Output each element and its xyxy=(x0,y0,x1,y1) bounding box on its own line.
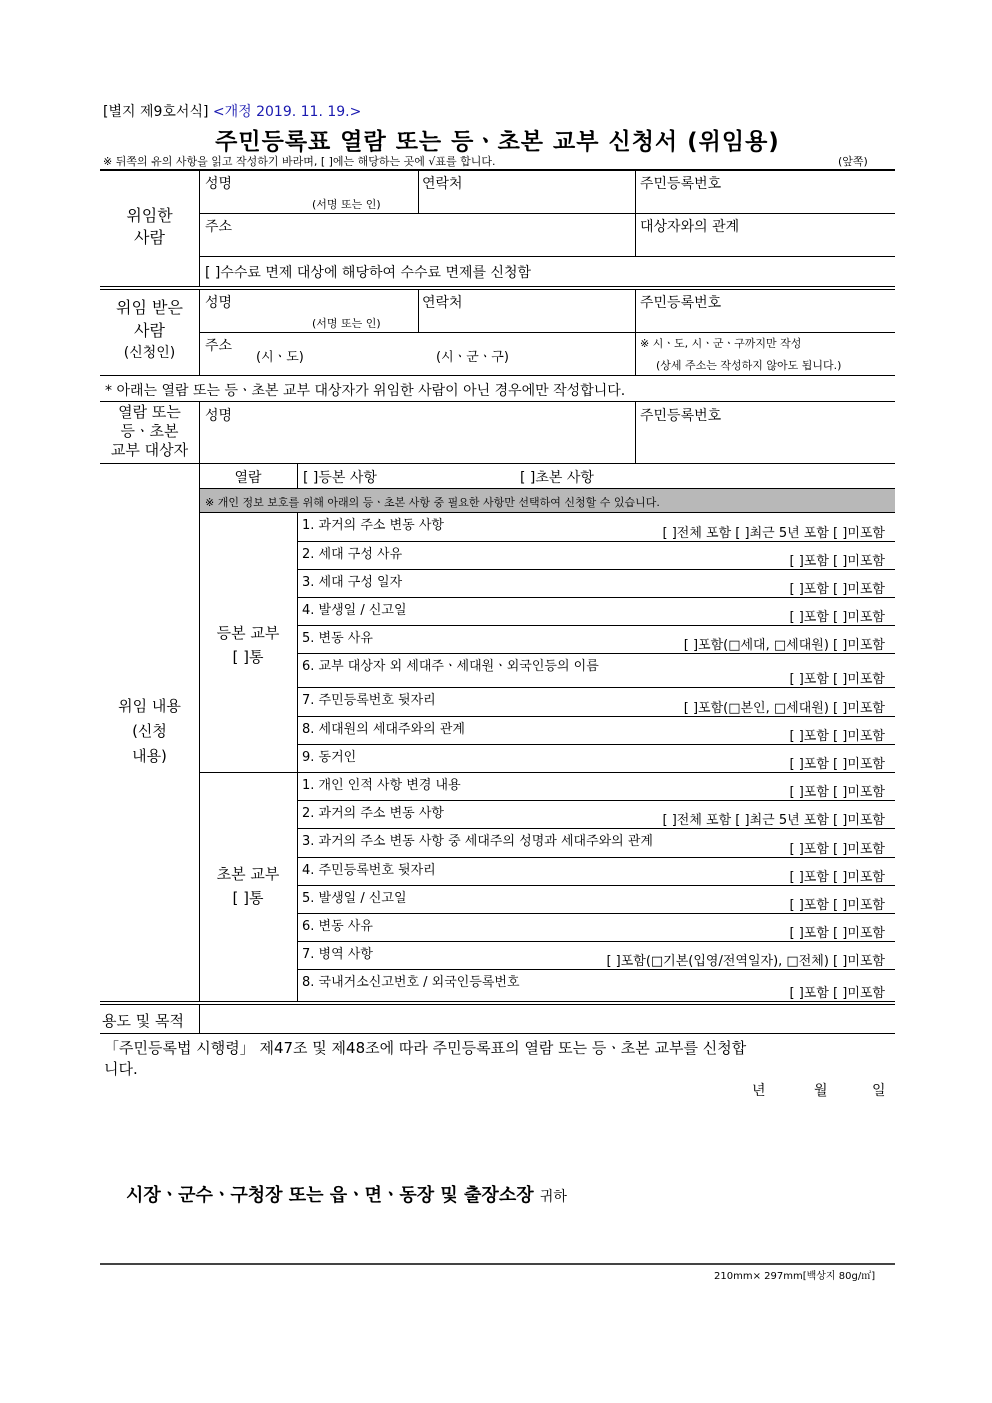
delegator-contact-label: 연락처 xyxy=(422,176,463,192)
rule xyxy=(199,213,895,214)
deungbon-item-options[interactable]: [ ]포함 [ ]미포함 xyxy=(789,672,885,687)
rule xyxy=(297,569,895,570)
rule xyxy=(199,256,895,257)
rule xyxy=(100,286,895,287)
subject-label: 열람 또는 등ㆍ초본 교부 대상자 xyxy=(110,403,189,459)
chobon-item-label: 6. 변동 사유 xyxy=(302,919,373,934)
form-notice: ※ 뒤쪽의 유의 사항을 읽고 작성하기 바라며, [ ]에는 해당하는 곳에 √표를 합니다. xyxy=(103,155,496,168)
rule xyxy=(297,597,895,598)
rule xyxy=(297,625,895,626)
rule xyxy=(100,401,895,402)
deungbon-item-label: 2. 세대 구성 사유 xyxy=(302,547,403,562)
chobon-item-label: 3. 과거의 주소 변동 사항 중 세대주의 성명과 세대주와의 관계 xyxy=(302,834,653,849)
recipient: 시장ㆍ군수ㆍ구청장 또는 읍ㆍ면ㆍ동장 및 출장소장 귀하 xyxy=(126,1185,567,1206)
subject-name-label: 성명 xyxy=(205,408,233,424)
chobon-item-label: 8. 국내거소신고번호 / 외국인등록번호 xyxy=(302,975,520,990)
footer-rule xyxy=(100,1263,895,1265)
rule xyxy=(100,463,895,464)
delegate-rrn-label: 주민등록번호 xyxy=(640,295,722,311)
rule xyxy=(199,170,200,286)
view-chobon-checkbox[interactable]: [ ]초본 사항 xyxy=(520,470,594,486)
deungbon-item-label: 5. 변동 사유 xyxy=(302,631,373,646)
rule xyxy=(297,541,895,542)
rule xyxy=(297,512,298,1002)
rule xyxy=(297,885,895,886)
fee-exempt-checkbox[interactable]: [ ]수수료 면제 대상에 해당하여 수수료 면제를 신청함 xyxy=(205,265,532,281)
rule xyxy=(297,828,895,829)
chobon-item-label: 4. 주민등록번호 뒷자리 xyxy=(302,863,436,878)
rule xyxy=(297,687,895,688)
rule xyxy=(297,744,895,745)
delegate-contact-label: 연락처 xyxy=(422,295,463,311)
declaration-line-1: 「주민등록법 시행령」 제47조 및 제48조에 따라 주민등록표의 열람 또는 등ㆍ초본 교부를 신청합 xyxy=(104,1039,747,1057)
form-number: [별지 제9호서식] <개정 2019. 11. 19.> xyxy=(103,104,362,120)
chobon-item-options[interactable]: [ ]포함 [ ]미포함 xyxy=(789,785,885,800)
date-month: 월 xyxy=(814,1083,828,1099)
si-do-hint: (시ㆍ도) xyxy=(256,350,304,365)
subject-rrn-label: 주민등록번호 xyxy=(640,408,722,424)
deungbon-item-options[interactable]: [ ]포함 [ ]미포함 xyxy=(789,554,885,569)
delegate-name-label: 성명 xyxy=(205,295,233,311)
purpose-input[interactable] xyxy=(200,1005,895,1033)
delegate-address-label: 주소 xyxy=(205,338,233,354)
chobon-count-field[interactable]: [ ]통 xyxy=(232,889,264,907)
rule xyxy=(297,969,895,970)
rule xyxy=(297,941,895,942)
delegator-relation-label: 대상자와의 관계 xyxy=(640,219,740,235)
deungbon-item-label: 7. 주민등록번호 뒷자리 xyxy=(302,693,436,708)
deungbon-item-label: 3. 세대 구성 일자 xyxy=(302,575,403,590)
rule xyxy=(100,1001,895,1002)
deungbon-item-options[interactable]: [ ]포함(□세대, □세대원) [ ]미포함 xyxy=(683,638,885,653)
rule xyxy=(297,913,895,914)
chobon-item-label: 2. 과거의 주소 변동 사항 xyxy=(302,806,444,821)
deungbon-item-label: 9. 동거인 xyxy=(302,750,357,765)
rule xyxy=(635,402,636,464)
deungbon-item-label: 1. 과거의 주소 변동 사항 xyxy=(302,518,444,533)
rule xyxy=(199,332,895,333)
rule xyxy=(199,512,895,513)
rule xyxy=(100,1033,895,1034)
page-side: (앞쪽) xyxy=(838,155,868,168)
deungbon-item-label: 8. 세대원의 세대주와의 관계 xyxy=(302,722,465,737)
paper-spec: 210mm× 297mm[백상지 80g/㎡] xyxy=(714,1271,876,1282)
deungbon-count-field[interactable]: [ ]통 xyxy=(232,648,264,666)
deungbon-item-options[interactable]: [ ]포함 [ ]미포함 xyxy=(789,729,885,744)
chobon-item-options[interactable]: [ ]포함(□기본(입영/전역일자), □전체) [ ]미포함 xyxy=(606,954,885,969)
chobon-item-label: 1. 개인 인적 사항 변경 내용 xyxy=(302,778,461,793)
delegator-label: 위임한 사람 xyxy=(126,206,173,247)
deungbon-item-label: 4. 발생일 / 신고일 xyxy=(302,603,407,618)
content-label: 위임 내용 (신청 내용) xyxy=(118,697,181,765)
form-title: 주민등록표 열람 또는 등ㆍ초본 교부 신청서 (위임용) xyxy=(215,129,780,155)
date-day: 일 xyxy=(872,1083,886,1099)
date-year: 년 xyxy=(752,1083,766,1099)
revision-date: <개정 2019. 11. 19.> xyxy=(212,104,362,120)
chobon-item-options[interactable]: [ ]포함 [ ]미포함 xyxy=(789,842,885,857)
rule xyxy=(100,289,895,290)
rule xyxy=(199,772,895,773)
chobon-item-options[interactable]: [ ]포함 [ ]미포함 xyxy=(789,898,885,913)
subject-note: * 아래는 열람 또는 등ㆍ초본 교부 대상자가 위임한 사람이 아닌 경우에만 작성합니다. xyxy=(105,383,626,399)
deungbon-item-options[interactable]: [ ]포함 [ ]미포함 xyxy=(789,582,885,597)
chobon-item-options[interactable]: [ ]전체 포함 [ ]최근 5년 포함 [ ]미포함 xyxy=(662,813,885,828)
delegator-rrn-label: 주민등록번호 xyxy=(640,176,722,192)
privacy-note: ※ 개인 정보 보호를 위해 아래의 등ㆍ초본 사항 중 필요한 사항만 선택하여 신청할 수 있습니다. xyxy=(205,496,660,509)
deungbon-item-options[interactable]: [ ]전체 포함 [ ]최근 5년 포함 [ ]미포함 xyxy=(662,526,885,541)
rule xyxy=(297,464,298,488)
delegator-name-label: 성명 xyxy=(205,176,233,192)
declaration-line-2: 니다. xyxy=(104,1060,138,1078)
rule xyxy=(100,169,895,171)
chobon-item-label: 5. 발생일 / 신고일 xyxy=(302,891,407,906)
rule xyxy=(418,290,419,332)
purpose-label: 용도 및 목적 xyxy=(102,1012,184,1030)
deungbon-item-label: 6. 교부 대상자 외 세대주ㆍ세대원ㆍ외국인등의 이름 xyxy=(302,659,599,674)
deungbon-item-options[interactable]: [ ]포함 [ ]미포함 xyxy=(789,757,885,772)
chobon-label: 초본 교부 [ ]통 xyxy=(199,862,297,910)
chobon-item-options[interactable]: [ ]포함 [ ]미포함 xyxy=(789,986,885,1001)
rule xyxy=(418,170,419,213)
rule xyxy=(297,800,895,801)
delegate-label: 위임 받은 사람 (신청인) xyxy=(116,298,183,361)
delegate-sign-hint: (서명 또는 인) xyxy=(312,317,381,330)
chobon-item-label: 7. 병역 사항 xyxy=(302,947,373,962)
address-note-2: (상세 주소는 작성하지 않아도 됩니다.) xyxy=(656,359,842,372)
deungbon-item-options[interactable]: [ ]포함 [ ]미포함 xyxy=(789,610,885,625)
address-note-1: ※ 시ㆍ도, 시ㆍ군ㆍ구까지만 작성 xyxy=(640,337,802,350)
view-deungbon-checkbox[interactable]: [ ]등본 사항 xyxy=(303,470,377,486)
chobon-item-options[interactable]: [ ]포함 [ ]미포함 xyxy=(789,870,885,885)
rule xyxy=(297,716,895,717)
view-label: 열람 xyxy=(234,470,262,486)
deungbon-label: 등본 교부 [ ]통 xyxy=(199,621,297,669)
si-gun-gu-hint: (시ㆍ군ㆍ구) xyxy=(436,350,509,365)
rule xyxy=(100,375,895,376)
recipient-suffix: 귀하 xyxy=(539,1189,567,1205)
rule xyxy=(297,653,895,654)
rule xyxy=(297,857,895,858)
delegator-address-label: 주소 xyxy=(205,219,233,235)
chobon-item-options[interactable]: [ ]포함 [ ]미포함 xyxy=(789,926,885,941)
delegator-sign-hint: (서명 또는 인) xyxy=(312,198,381,211)
deungbon-item-options[interactable]: [ ]포함(□본인, □세대원) [ ]미포함 xyxy=(683,701,885,716)
